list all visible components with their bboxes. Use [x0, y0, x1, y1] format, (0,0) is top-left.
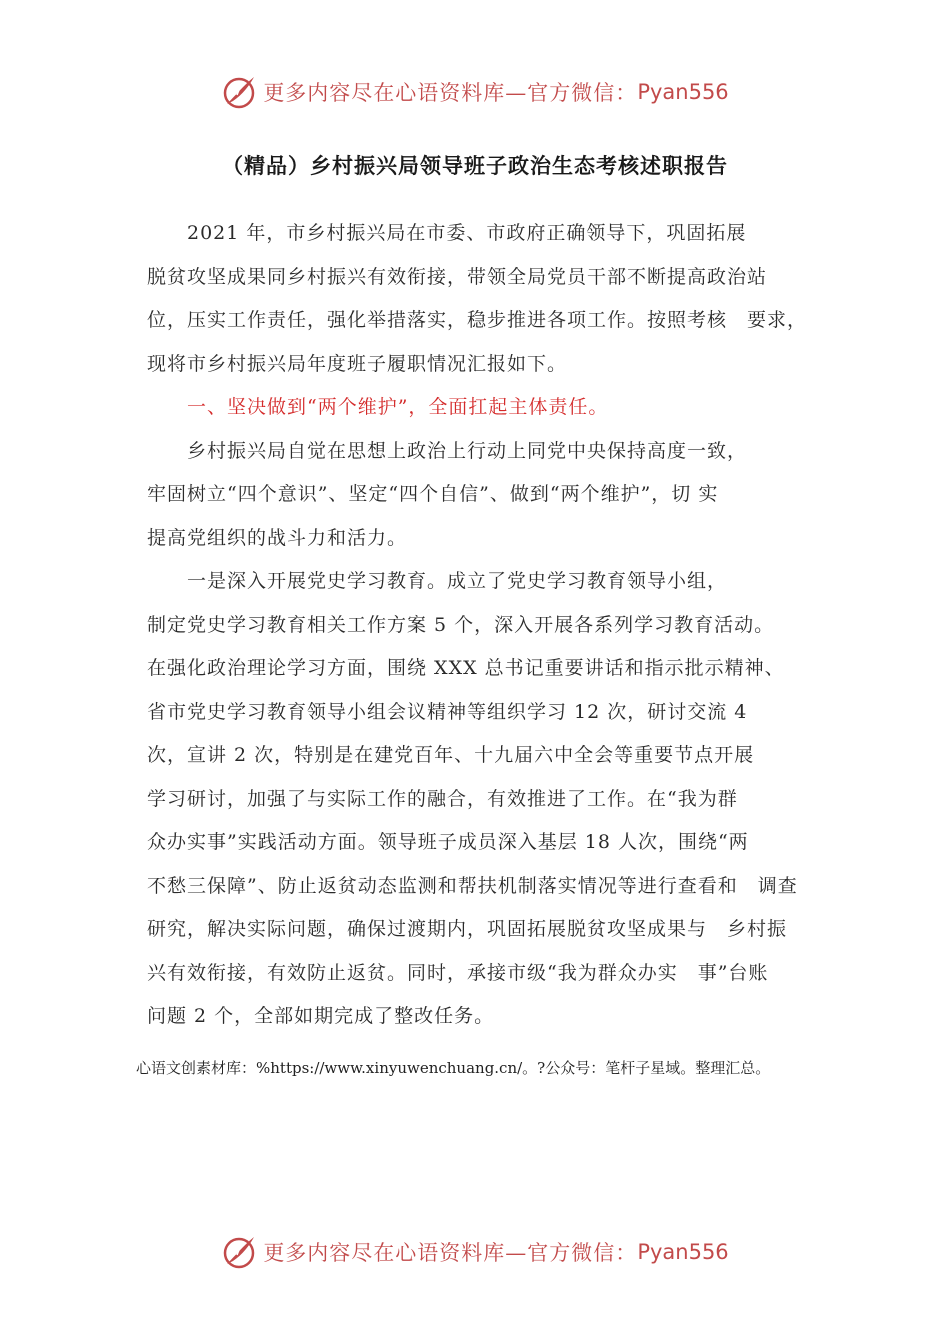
body-line: 脱贫攻坚成果同乡村振兴有效衔接，带领全局党员干部不断提高政治站: [147, 265, 768, 288]
body-line: 现将市乡村振兴局年度班子履职情况汇报如下。: [147, 352, 568, 375]
body-line: 研究，解决实际问题，确保过渡期内，巩固拓展脱贫攻坚成果与 乡村振: [147, 918, 788, 940]
body-line: 制定党史学习教育相关工作方案 5 个，深入开展各系列学习教育活动。: [147, 613, 775, 636]
watermark-wechat-id: Pyan556: [637, 1240, 729, 1264]
section-heading: 一、坚决做到“两个维护”，全面扛起主体责任。: [147, 396, 609, 418]
body-line: 众办实事”实践活动方面。领导班子成员深入基层 18 人次，围绕“两: [147, 831, 749, 853]
body-line: 提高党组织的战斗力和活力。: [147, 526, 408, 549]
body-line: 2021 年，市乡村振兴局在市委、市政府正确领导下，巩固拓展: [147, 222, 747, 244]
body-line: 乡村振兴局自觉在思想上政治上行动上同党中央保持高度一致，: [147, 439, 748, 462]
body-line: 次，宣讲 2 次，特别是在建党百年、十九届六中全会等重要节点开展: [147, 744, 755, 766]
watermark-footer: [0, 1230, 950, 1274]
quill-logo-icon: [221, 1234, 257, 1270]
document-body: [147, 212, 815, 1039]
quill-logo-icon: [221, 74, 257, 110]
watermark-text: 更多内容尽在心语资料库—官方微信：: [263, 1241, 638, 1265]
body-line: 一是深入开展党史学习教育。成立了党史学习教育领导小组，: [147, 570, 728, 592]
watermark-header: [0, 70, 950, 114]
watermark-text: 更多内容尽在心语资料库—官方微信：: [263, 81, 638, 105]
document-title: （精品）乡村振兴局领导班子政治生态考核述职报告: [222, 153, 728, 178]
body-line: 牢固树立“四个意识”、坚定“四个自信”、做到“两个维护”，切 实: [147, 483, 719, 505]
body-line: 学习研讨，加强了与实际工作的融合，有效推进了工作。在“我为群: [147, 787, 738, 810]
body-line: 位，压实工作责任，强化举措落实，稳步推进各项工作。按照考核 要求，: [147, 309, 808, 331]
body-line: 兴有效衔接，有效防止返贫。同时，承接市级“我为群众办实 事”台账: [147, 961, 769, 984]
body-line: 省市党史学习教育领导小组会议精神等组织学习 12 次，研讨交流 4: [147, 700, 748, 723]
body-line: 问题 2 个，全部如期完成了整改任务。: [147, 1005, 495, 1027]
source-note: 心语文创素材库：%https://www.xinyuwenchuang.cn/。?公众号：笔杆子星域。整理汇总。: [136, 1059, 771, 1077]
body-line: 在强化政治理论学习方面，围绕 XXX 总书记重要讲话和指示批示精神、: [147, 657, 785, 679]
body-line: 不愁三保障”、防止返贫动态监测和帮扶机制落实情况等进行查看和 调查: [147, 874, 798, 897]
watermark-wechat-id: Pyan556: [637, 80, 729, 104]
